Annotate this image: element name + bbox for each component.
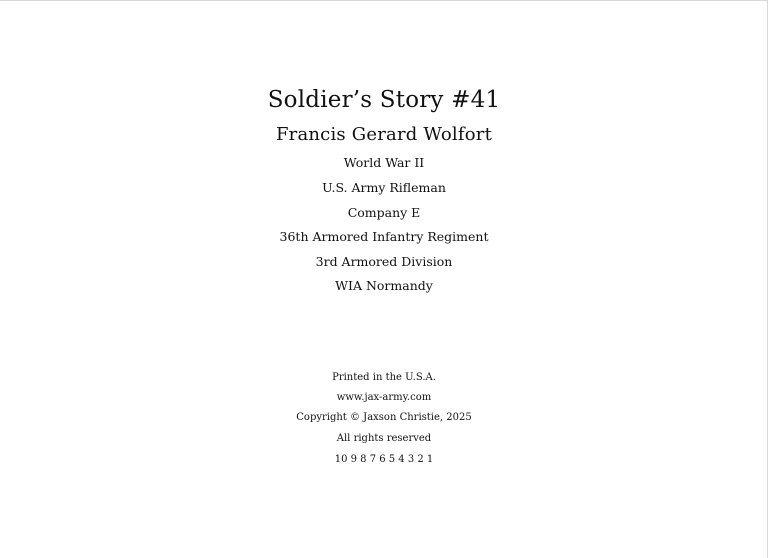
printing-number-line: 10 9 8 7 6 5 4 3 2 1 [334,454,434,465]
service-company: Company E [347,205,421,220]
service-regiment: 36th Armored Infantry Regiment [279,229,489,244]
service-role: U.S. Army Rifleman [322,180,446,195]
service-wounded-note: WIA Normandy [335,278,433,293]
service-division: 3rd Armored Division [315,254,453,269]
book-title: Soldier’s Story #41 [267,87,501,113]
soldier-name: Francis Gerard Wolfort [275,124,493,145]
website-line: www.jax-army.com [336,392,432,403]
service-war: World War II [343,155,425,170]
printed-in-line: Printed in the U.S.A. [332,372,436,383]
copyright-line: Copyright © Jaxson Christie, 2025 [296,412,472,423]
rights-line: All rights reserved [336,433,432,444]
